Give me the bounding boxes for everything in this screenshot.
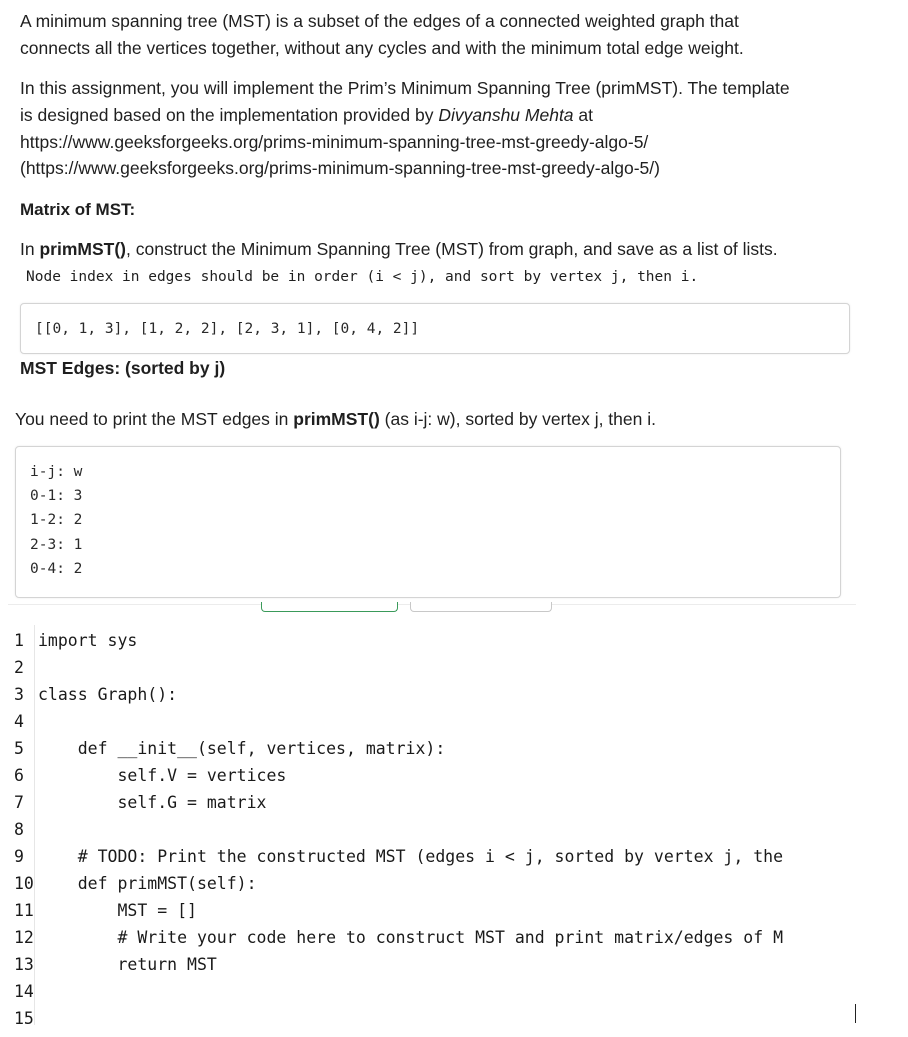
line-number: 12 bbox=[14, 928, 34, 947]
line-number: 4 bbox=[14, 712, 24, 731]
code-text[interactable]: return MST bbox=[38, 955, 217, 974]
matrix-instruction-prefix: In bbox=[20, 239, 40, 259]
matrix-example-output-box bbox=[20, 303, 850, 354]
line-number: 15 bbox=[14, 1009, 34, 1025]
edges-example-line: 0-1: 3 bbox=[30, 488, 83, 505]
code-text[interactable]: # Write your code here to construct MST and print matrix/edges of M bbox=[38, 928, 784, 947]
matrix-note: Node index in edges should be in order (i < j), and sort by vertex j, then i. bbox=[26, 269, 699, 285]
matrix-example-output: [[0, 1, 3], [1, 2, 2], [2, 3, 1], [0, 4, 2]] bbox=[35, 321, 420, 337]
matrix-instruction-suffix: , construct the Minimum Spanning Tree (MST) from graph, and save as a list of lists. bbox=[126, 239, 778, 259]
editor-line[interactable] bbox=[0, 762, 870, 789]
editor-line[interactable] bbox=[0, 1005, 870, 1025]
line-number: 3 bbox=[14, 685, 24, 704]
matrix-instruction bbox=[20, 236, 778, 263]
line-number: 5 bbox=[14, 739, 24, 758]
editor-line[interactable] bbox=[0, 681, 870, 708]
line-number: 8 bbox=[14, 820, 24, 839]
matrix-instruction-func: primMST() bbox=[39, 239, 126, 259]
edges-example-line: 1-2: 2 bbox=[30, 512, 83, 529]
code-text[interactable]: self.G = matrix bbox=[38, 793, 267, 812]
edges-instruction-suffix: (as i-j: w), sorted by vertex j, then i. bbox=[379, 409, 656, 429]
mst-definition-line-2: connects all the vertices together, without any cycles and with the minimum total edge weight. bbox=[20, 38, 744, 58]
code-text[interactable]: MST = [] bbox=[38, 901, 197, 920]
code-text[interactable]: def primMST(self): bbox=[38, 874, 257, 893]
code-editor[interactable] bbox=[0, 625, 870, 1025]
editor-line[interactable] bbox=[0, 735, 870, 762]
edges-example-output-box bbox=[15, 446, 841, 598]
line-number: 10 bbox=[14, 874, 34, 893]
editor-line[interactable] bbox=[0, 843, 870, 870]
line-number: 13 bbox=[14, 955, 34, 974]
edges-example-line: 0-4: 2 bbox=[30, 560, 83, 577]
line-number: 9 bbox=[14, 847, 24, 866]
editor-line[interactable] bbox=[0, 789, 870, 816]
edges-instruction-prefix: You need to print the MST edges in bbox=[15, 409, 294, 429]
line-number: 7 bbox=[14, 793, 24, 812]
editor-line[interactable] bbox=[0, 708, 870, 735]
run-button[interactable] bbox=[261, 602, 398, 612]
code-text[interactable]: self.V = vertices bbox=[38, 766, 287, 785]
editor-line[interactable] bbox=[0, 870, 870, 897]
code-text[interactable]: def __init__(self, vertices, matrix): bbox=[38, 739, 446, 758]
assignment-line-2-prefix: is designed based on the implementation provided by bbox=[20, 105, 439, 125]
edges-example-line: 2-3: 1 bbox=[30, 536, 83, 553]
text-cursor bbox=[855, 1004, 856, 1023]
editor-line[interactable] bbox=[0, 627, 870, 654]
matrix-section-heading: Matrix of MST: bbox=[20, 200, 136, 219]
editor-line[interactable] bbox=[0, 951, 870, 978]
edges-instruction-func: primMST() bbox=[293, 409, 380, 429]
editor-line[interactable] bbox=[0, 654, 870, 681]
assignment-author: Divyanshu Mehta bbox=[438, 105, 574, 125]
code-text[interactable]: class Graph(): bbox=[38, 685, 178, 704]
mst-definition-line-1: A minimum spanning tree (MST) is a subset of the edges of a connected weighted graph that bbox=[20, 11, 739, 31]
assignment-line-1: In this assignment, you will implement the Prim’s Minimum Spanning Tree (primMST). The template bbox=[20, 78, 790, 98]
line-number: 2 bbox=[14, 658, 24, 677]
editor-line[interactable] bbox=[0, 978, 870, 1005]
edges-example-line: i-j: w bbox=[30, 464, 83, 480]
edges-section-heading: MST Edges: (sorted by j) bbox=[20, 358, 226, 378]
line-number: 11 bbox=[14, 901, 34, 920]
assignment-line-2 bbox=[20, 102, 593, 129]
code-text[interactable]: import sys bbox=[38, 631, 138, 650]
line-number: 14 bbox=[14, 982, 34, 1001]
toolbar-button[interactable] bbox=[410, 602, 552, 612]
code-text[interactable]: # TODO: Print the constructed MST (edges i < j, sorted by vertex j, the bbox=[38, 847, 784, 866]
line-number: 6 bbox=[14, 766, 24, 785]
edges-instruction bbox=[15, 406, 656, 433]
line-number: 1 bbox=[14, 631, 24, 650]
editor-line[interactable] bbox=[0, 897, 870, 924]
editor-line[interactable] bbox=[0, 816, 870, 843]
editor-line[interactable] bbox=[0, 924, 870, 951]
assignment-url[interactable]: https://www.geeksforgeeks.org/prims-minimum-spanning-tree-mst-greedy-algo-5/ bbox=[20, 132, 649, 152]
assignment-url-paren[interactable]: (https://www.geeksforgeeks.org/prims-minimum-spanning-tree-mst-greedy-algo-5/) bbox=[20, 158, 660, 178]
assignment-line-2-suffix: at bbox=[573, 105, 594, 125]
